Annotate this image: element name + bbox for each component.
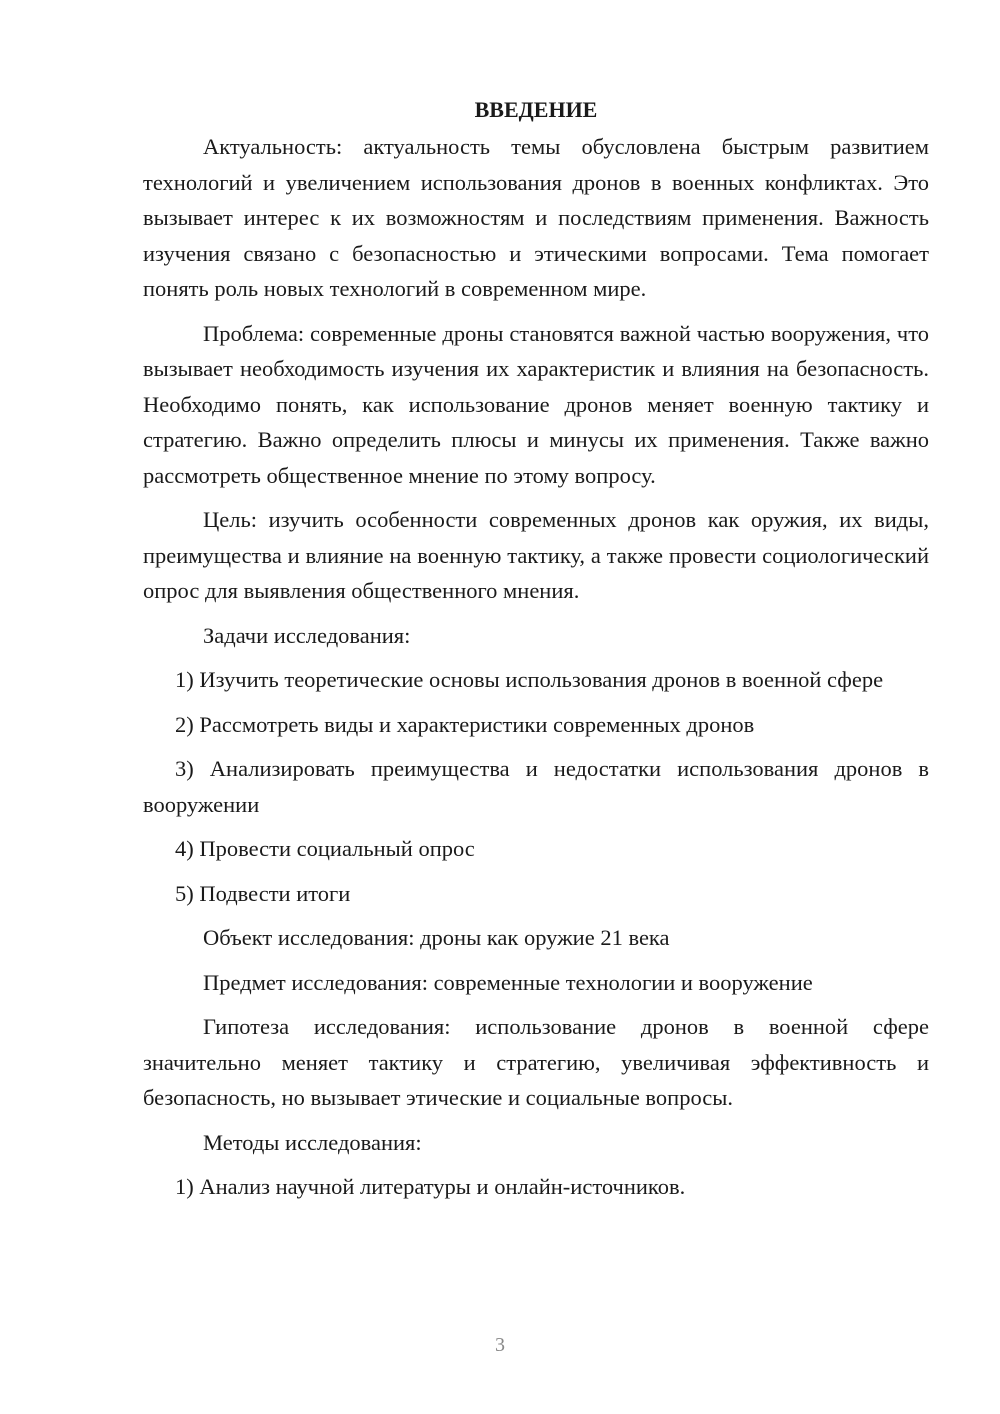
task-item: 4) Провести социальный опрос xyxy=(175,836,475,861)
section-heading: ВВЕДЕНИЕ xyxy=(474,97,598,122)
method-item: 1) Анализ научной литературы и онлайн-источников. xyxy=(175,1174,686,1199)
hypothesis-paragraph: Гипотеза исследования: использование дронов в военной сфере значительно меняет тактику и стратегию, увеличивая эффективность и безопасность, но вызывает этические и социальные вопросы. xyxy=(143,1014,929,1110)
relevance-paragraph: Актуальность: актуальность темы обусловлена быстрым развитием технологий и увеличением использования дронов в военных конфликтах. Это вызывает интерес к их возможностям и последствиям применения. Важность изучения связано с безопасностью и этическими вопросами. Тема помогает понять роль новых технологий в современном мире. xyxy=(143,134,929,301)
task-item: 3) Анализировать преимущества и недостатки использования дронов в вооружении xyxy=(143,756,929,817)
methods-title: Методы исследования: xyxy=(203,1129,422,1155)
document-body xyxy=(143,92,929,1214)
task-item: 2) Рассмотреть виды и характеристики современных дронов xyxy=(175,711,755,737)
goal-paragraph: Цель: изучить особенности современных дронов как оружия, их виды, преимущества и влияние на военную тактику, а также провести социологический опрос для выявления общественного мнения. xyxy=(143,507,929,603)
tasks-title: Задачи исследования: xyxy=(203,622,411,648)
task-item: 1) Изучить теоретические основы использования дронов в военной сфере xyxy=(175,667,884,692)
research-subject: Предмет исследования: современные технологии и вооружение xyxy=(203,969,813,995)
problem-paragraph: Проблема: современные дроны становятся важной частью вооружения, что вызывает необходимость изучения их характеристик и влияния на безопасность. Необходимо понять, как использование дронов меняет военную тактику и стратегию. Важно определить плюсы и минусы их применения. Также важно рассмотреть общественное мнение по этому вопросу. xyxy=(143,320,929,488)
page-number: 3 xyxy=(495,1334,505,1356)
research-object: Объект исследования: дроны как оружие 21 века xyxy=(203,925,670,950)
task-item: 5) Подвести итоги xyxy=(175,880,351,906)
